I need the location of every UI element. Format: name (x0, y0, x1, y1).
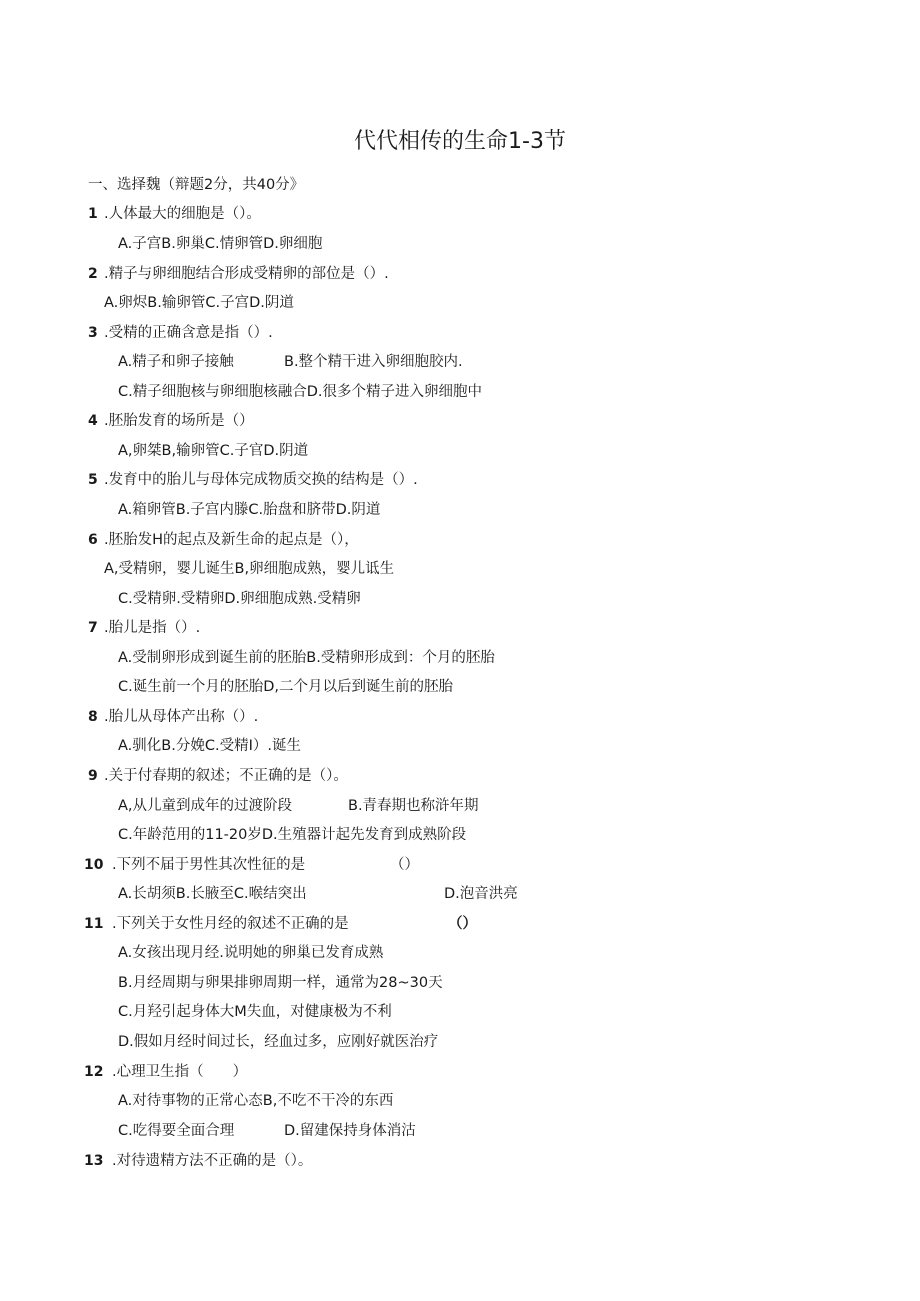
question-text: .关于付春期的叙述；不正确的是（）。 (104, 768, 348, 784)
question-option: A,受精卵，婴儿诞生B,卵细胞成熟，婴儿诋生 (104, 561, 395, 577)
question-number: 10 (84, 857, 104, 873)
question-number: 3 (88, 325, 98, 341)
question-number: 13 (84, 1153, 104, 1169)
question-text: .下列不届于男性其次性征的是 (112, 857, 306, 873)
question-option: A.长胡须B.长腋至C.喉结突出 (118, 886, 307, 902)
question-option: C.吃得要全面合理 (118, 1123, 235, 1139)
section-heading: 一、选择魏（辩题2分，共40分》 (88, 177, 305, 193)
question-text: .受精的正确含意是指（）. (104, 325, 273, 341)
question-number: 5 (88, 472, 98, 488)
question-text: .胚胎发H的起点及新生命的起点是（）， (104, 532, 359, 548)
page-title: 代代相传的生命1-3节 (354, 129, 566, 154)
question-number: 4 (88, 413, 98, 429)
question-number: 6 (88, 532, 98, 548)
question-option: B.青春期也称浒年期 (348, 798, 479, 814)
question-text: .对待遗精方法不正确的是（）。 (112, 1153, 313, 1169)
answer-paren: （） (390, 857, 419, 873)
question-number: 1 (88, 206, 98, 222)
question-number: 9 (88, 768, 98, 784)
question-option: C.月羟引起身体大M失血，对健康极为不利 (118, 1004, 392, 1020)
question-text: .胚胎发育的场所是（） (104, 413, 254, 429)
question-option: A,从儿童到成年的过渡阶段 (118, 798, 293, 814)
question-number: 2 (88, 266, 98, 282)
question-options: A.子宫B.卵巢C.情卵管D.卵细胞 (118, 236, 323, 252)
question-number: 11 (84, 916, 104, 932)
question-option: C.年龄范用的11-20岁D.生殖器计起先发育到成熟阶段 (118, 827, 467, 843)
question-number: 8 (88, 709, 98, 725)
question-text: .胎儿从母体产出称（）. (104, 709, 259, 725)
answer-paren: （） (448, 916, 477, 932)
question-text: .心理卫生指（ ） (112, 1064, 248, 1080)
question-text: .胎儿是指（）. (104, 620, 201, 636)
question-option: B.整个精干进入卵细胞胶内. (284, 354, 463, 370)
question-text: .发育中的胎儿与母体完成物质交换的结构是（）. (104, 472, 418, 488)
question-option: C.精子细胞核与卵细胞核融合D.很多个精子进入卵细胞中 (118, 384, 483, 400)
question-number: 12 (84, 1064, 104, 1080)
question-text: .下列关于女性月经的叙述不正确的是 (112, 916, 349, 932)
question-option: A.女孩出现月经.说明她的卵巢已发育成熟 (118, 945, 384, 961)
question-options: A.箱卵管B.子宫内滕C.胎盘和脐带D.阴道 (118, 502, 381, 518)
question-number: 7 (88, 620, 98, 636)
question-option: B.月经周期与卵果排卵周期一样，通常为28~30天 (118, 975, 443, 991)
question-text: .精子与卵细胞结合形成受精卵的部位是（）. (104, 266, 389, 282)
question-option: C.诞生前一个月的胚胎D,二个月以后到诞生前的胚胎 (118, 679, 454, 695)
question-option: A.对待事物的正常心态B,不吃不干冷的东西 (118, 1093, 394, 1109)
question-options: A,卵桀B,输卵管C.子官D.阴道 (118, 443, 309, 459)
question-option: D.留建保持身体消沽 (284, 1123, 416, 1139)
question-option: D.假如月经时间过长，经血过多，应刚好就医治疗 (118, 1034, 439, 1050)
question-text: .人体最大的细胞是（）。 (104, 206, 261, 222)
question-options: A.驯化B.分娩C.受精I）.诞生 (118, 738, 301, 754)
question-option: A.受制卵形成到诞生前的胚胎B.受精卵形成到：个月的胚胎 (118, 650, 495, 666)
question-option: C.受精卵.受精卵D.卵细胞成熟.受精卵 (118, 591, 361, 607)
question-option: A.精子和卵子接触 (118, 354, 234, 370)
question-options: A.卵烬B.输卵管C.子宫D.阴道 (104, 295, 294, 311)
question-option: D.泡音洪亮 (444, 886, 518, 902)
